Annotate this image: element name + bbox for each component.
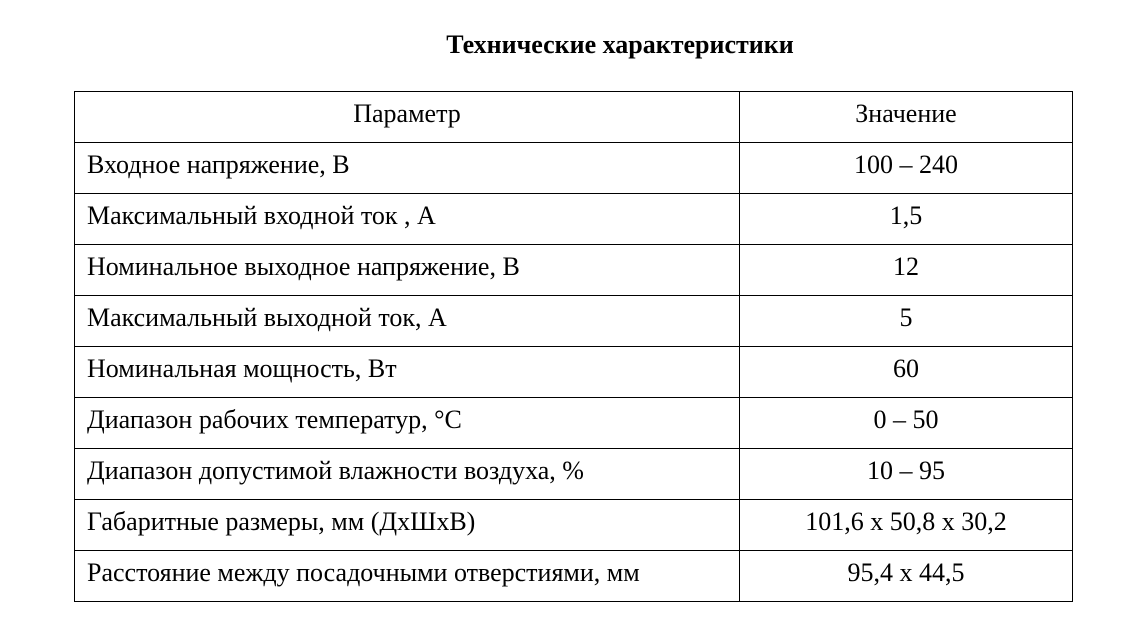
column-header-parameter: Параметр xyxy=(75,92,740,143)
page-title: Технические характеристики xyxy=(446,30,794,59)
value-cell: 12 xyxy=(740,245,1073,296)
parameter-cell: Входное напряжение, В xyxy=(75,143,740,194)
parameter-cell: Максимальный входной ток , А xyxy=(75,194,740,245)
table-row xyxy=(75,347,1073,398)
table-row xyxy=(75,500,1073,551)
parameter-cell: Диапазон рабочих температур, °С xyxy=(75,398,740,449)
parameter-cell: Расстояние между посадочными отверстиями, мм xyxy=(75,551,740,602)
parameter-cell: Максимальный выходной ток, А xyxy=(75,296,740,347)
table-header-row xyxy=(75,92,1073,143)
parameter-cell: Габаритные размеры, мм (ДхШхВ) xyxy=(75,500,740,551)
table-row xyxy=(75,245,1073,296)
value-cell: 1,5 xyxy=(740,194,1073,245)
value-cell: 100 – 240 xyxy=(740,143,1073,194)
value-cell: 95,4 х 44,5 xyxy=(740,551,1073,602)
value-cell: 10 – 95 xyxy=(740,449,1073,500)
parameter-cell: Диапазон допустимой влажности воздуха, % xyxy=(75,449,740,500)
table-row xyxy=(75,398,1073,449)
value-cell: 5 xyxy=(740,296,1073,347)
column-header-value: Значение xyxy=(740,92,1073,143)
table-row xyxy=(75,194,1073,245)
specifications-table xyxy=(74,91,1073,602)
table-row xyxy=(75,449,1073,500)
parameter-cell: Номинальная мощность, Вт xyxy=(75,347,740,398)
table-row xyxy=(75,296,1073,347)
table-row xyxy=(75,551,1073,602)
table-row xyxy=(75,143,1073,194)
value-cell: 0 – 50 xyxy=(740,398,1073,449)
value-cell: 60 xyxy=(740,347,1073,398)
value-cell: 101,6 х 50,8 х 30,2 xyxy=(740,500,1073,551)
parameter-cell: Номинальное выходное напряжение, В xyxy=(75,245,740,296)
